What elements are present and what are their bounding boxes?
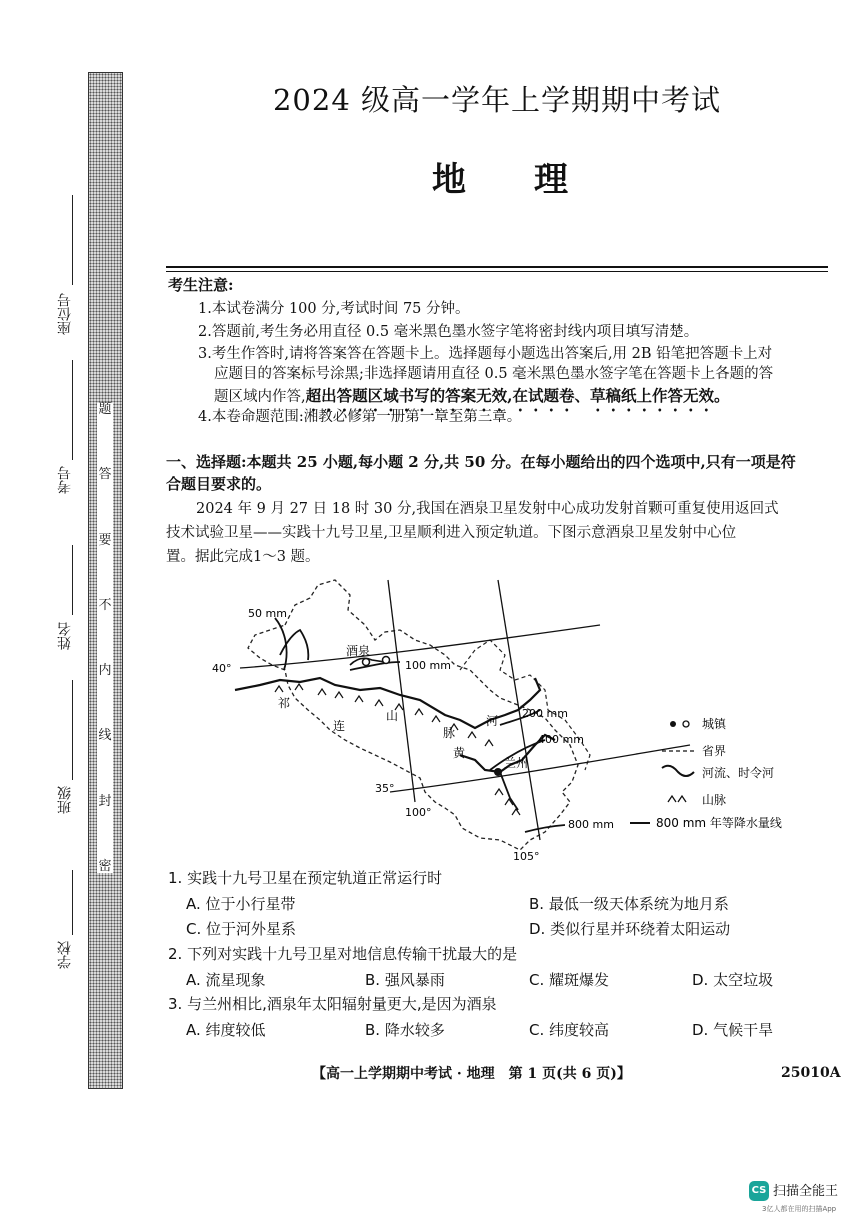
notice-item: 1.本试卷满分 100 分,考试时间 75 分钟。 [198,301,470,317]
seal-char: 线 [98,728,112,744]
legend-town: 城镇 [702,717,727,731]
legend-mountain: 山脉 [702,793,727,807]
river [500,772,518,810]
seal-char: 内 [98,663,112,679]
label-huang: 黄 [453,746,466,760]
lanzhou-town [494,768,502,776]
exam-no-fill-line[interactable] [72,360,73,460]
seal-char: 不 [98,597,112,613]
label-he: 河 [486,714,499,728]
label-50mm: 50 mm [248,607,287,620]
seat-label: 座位号 [57,293,73,335]
isohyet-100 [350,662,400,670]
rule-bottom [166,271,828,272]
label-lat35: 35° [375,782,395,795]
question-3-stem: 3. 与兰州相比,酒泉年太阳辐射量更大,是因为酒泉 [168,995,497,1013]
label-mai: 脉 [443,726,456,740]
notice-warning: 超出答题区域书写的答案无效,在试题卷、草稿纸上作答无效。 [305,386,730,405]
legend-river: 河流、时令河 [702,766,775,780]
section-heading: 一、选择题:本题共 25 小题,每小题 2 分,共 50 分。在每小题给出的四个选项中,只有一项是符 [166,453,796,471]
binding-strip [88,72,123,1089]
school-label: 学校 [57,941,73,969]
jiuquan-town [363,659,370,666]
isohyet-800 [525,825,565,832]
question-2-stem: 2. 下列对实践十九号卫星对地信息传输干扰最大的是 [168,945,518,963]
notice-item: 2.答题前,考生务必用直径 0.5 毫米黑色墨水签字笔将密封线内项目填写清楚。 [198,324,699,340]
watermark-sub: 3亿人都在用的扫描App [762,1205,837,1213]
intro-text: 2024 年 9 月 27 日 18 时 30 分,我国在酒泉卫星发射中心成功发射首颗可重复使用返回式 [196,501,779,517]
q2-option-d[interactable]: D. 太空垃圾 [692,971,774,989]
seat-fill-line[interactable] [72,195,73,285]
question-1-stem: 1. 实践十九号卫星在预定轨道正常运行时 [168,869,443,887]
intro-text: 技术试验卫星——实践十九号卫星,卫星顺利进入预定轨道。下图示意酒泉卫星发射中心位 [166,525,737,541]
notice-heading: 考生注意: [168,276,234,294]
label-qi: 祁 [278,696,291,710]
label-lanzhou: 兰州 [504,756,529,770]
town [383,657,390,664]
mountain-icon [668,796,686,802]
seal-char: 密 [98,858,112,874]
label-lian: 连 [333,719,346,733]
notice-item: 3.考生作答时,请将答案答在答题卡上。选择题每小题选出答案后,用 2B 铅笔把答题卡上对 [198,346,773,362]
camscanner-logo-icon: CS [749,1181,769,1201]
label-shan: 山 [386,709,399,723]
label-100mm: 100 mm [405,659,451,672]
q1-option-c[interactable]: C. 位于河外星系 [186,920,297,938]
exam-no-label: 考号 [57,466,73,494]
intro-text: 置。据此完成1～3 题。 [166,549,320,565]
label-lat40: 40° [212,662,232,675]
label-800mm: 800 mm [568,818,614,831]
q2-option-a[interactable]: A. 流星现象 [186,971,266,989]
q3-option-a[interactable]: A. 纬度较低 [186,1021,266,1039]
map-legend [630,716,782,830]
seal-char: 答 [98,467,112,483]
label-jiuquan: 酒泉 [346,644,371,658]
label-lon100: 100° [405,806,432,819]
name-fill-line[interactable] [72,545,73,615]
label-lon105: 105° [513,850,540,863]
page-footer: 【高一上学期期中考试 · 地理 第 1 页(共 6 页)】 [312,1066,631,1082]
seal-line-text [97,403,113,873]
q1-option-d[interactable]: D. 类似行星并环绕着太阳运动 [529,920,731,938]
isohyet-50 [275,618,287,670]
q1-option-b[interactable]: B. 最低一级天体系统为地月系 [529,895,729,913]
latitude-35 [390,745,690,792]
subject-title: 地 理 [432,160,568,200]
river-icon [662,766,694,776]
q3-option-c[interactable]: C. 纬度较高 [529,1021,610,1039]
q1-option-a[interactable]: A. 位于小行星带 [186,895,296,913]
exam-title: 2024 级高一学年上学期期中考试 [272,83,722,117]
town-icon [670,721,676,727]
class-label: 班级 [57,786,73,814]
watermark-brand: 扫描全能王 [773,1184,839,1199]
mountain-range [275,684,520,815]
legend-boundary: 省界 [702,744,727,758]
rule-top [166,266,828,268]
label-400mm: 400 mm [538,733,584,746]
notice-item: 4.本卷命题范围:湘教必修第一册第一章至第三章。 [198,409,522,425]
notice-item: 题区域内作答, [214,389,306,405]
paper-code: 25010A [781,1065,841,1081]
seal-char: 要 [98,532,112,548]
school-fill-line[interactable] [72,870,73,935]
legend-isohyet: 800 mm 年等降水量线 [656,816,782,830]
section-heading-cont: 合题目要求的。 [166,475,272,493]
jiuquan-location-map [200,570,800,865]
name-label: 姓名 [57,622,73,650]
label-200mm: 200 mm [522,707,568,720]
seal-char: 封 [98,793,112,809]
seal-char: 题 [98,402,112,417]
class-fill-line[interactable] [72,680,73,780]
q2-option-b[interactable]: B. 强风暴雨 [365,971,445,989]
q3-option-b[interactable]: B. 降水较多 [365,1021,445,1039]
q2-option-c[interactable]: C. 耀斑爆发 [529,971,610,989]
q3-option-d[interactable]: D. 气候干旱 [692,1021,774,1039]
notice-item: 应题目的答案标号涂黑;非选择题请用直径 0.5 毫米黑色墨水签字笔在答题卡上各题的答 [214,366,774,382]
